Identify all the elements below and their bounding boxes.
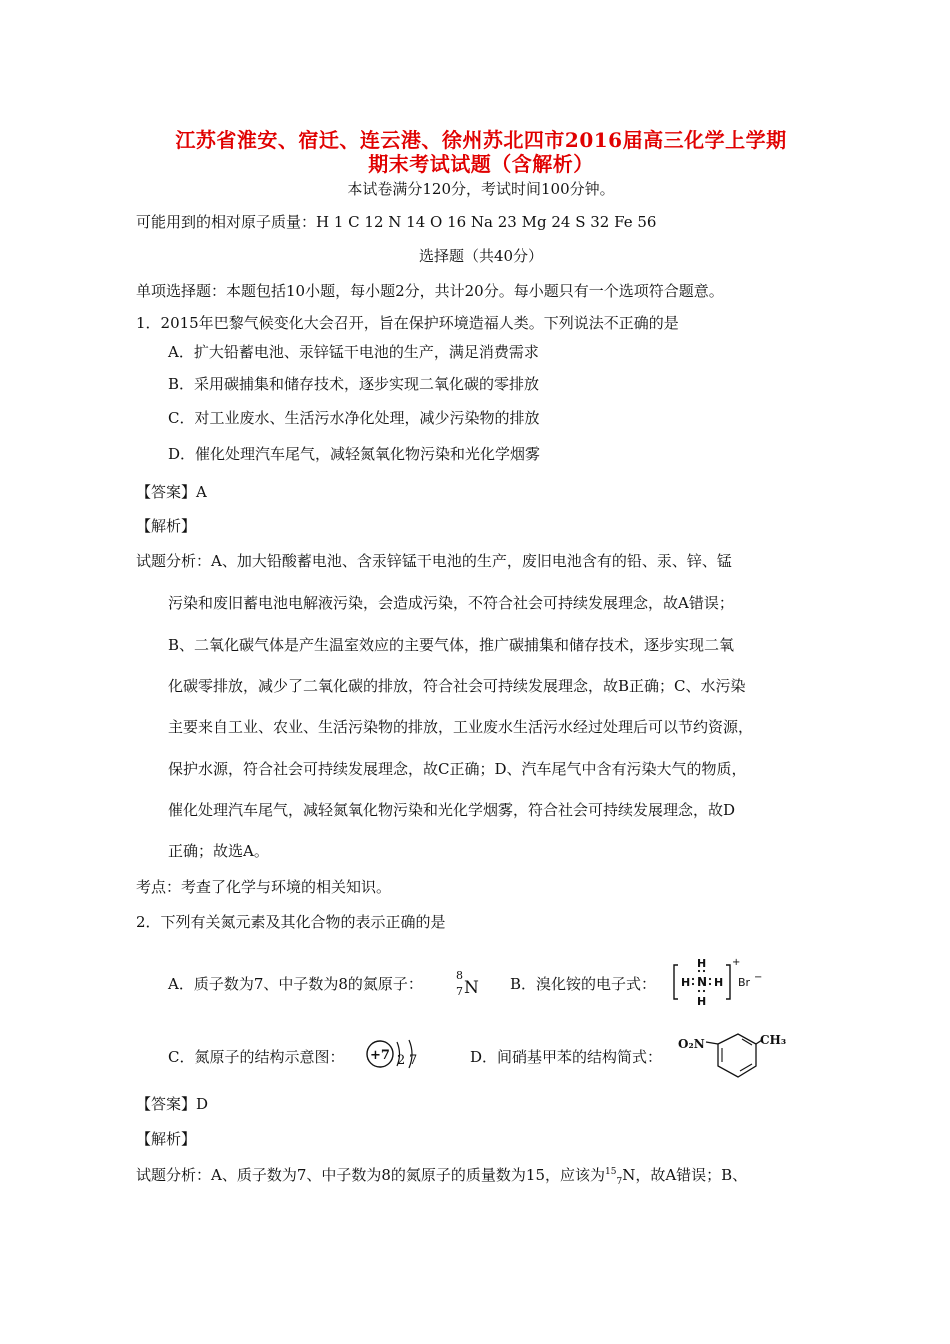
q2-analysis-line: [136, 1164, 747, 1187]
q1-analysis-label: 【解析】: [136, 517, 197, 535]
section-header: 选择题（共40分）: [418, 247, 544, 265]
q1-option-a: A．扩大铅蓄电池、汞锌锰干电池的生产，满足消费需求: [168, 343, 539, 361]
nitrogen-center: N: [697, 975, 708, 989]
left-bracket: [674, 965, 678, 999]
methyl-group-label: CH₃: [760, 1033, 787, 1047]
hydrogen-left: H: [681, 976, 691, 989]
q2-option-c: [168, 1046, 344, 1067]
nuclide-atomic-sub: 7: [616, 1177, 623, 1187]
q2-option-d: [470, 1046, 662, 1067]
nitro-bond: [706, 1042, 718, 1044]
single-choice-intro: 单项选择题：本题包括10小题，每小题2分，共计20分。每小题只有一个选项符合题意。: [136, 282, 724, 300]
nuclide-element-symbol: N: [464, 978, 479, 998]
nuclide-mass-sup: 15: [605, 1167, 617, 1177]
nuclide-symbol-n15: [452, 966, 482, 1000]
q2-answer: 【答案】D: [136, 1095, 209, 1113]
q2-option-b: [510, 973, 656, 994]
hydrogen-top: H: [697, 957, 707, 970]
q2-option-c-label: C．氮原子的结构示意图：: [168, 1048, 345, 1066]
atomic-masses: 可能用到的相对原子质量：H 1 C 12 N 14 O 16 Na 23 Mg 24 S 32 Fe 56: [136, 213, 657, 231]
title-line-1: 江苏省淮安、宿迁、连云港、徐州苏北四市2016届高三化学上学期: [175, 128, 787, 152]
q2-option-a: [168, 973, 423, 994]
q2-analysis-label: 【解析】: [136, 1130, 197, 1148]
right-bracket: [726, 965, 730, 999]
q2-option-b-label: B．溴化铵的电子式：: [510, 975, 657, 993]
q1-kaodian: 考点：考查了化学与环境的相关知识。: [136, 878, 392, 896]
q1-analysis-line: 催化处理汽车尾气，减轻氮氧化物污染和光化学烟雾，符合社会可持续发展理念，故D: [168, 801, 736, 819]
q1-analysis-line: 污染和废旧蓄电池电解液污染，会造成污染，不符合社会可持续发展理念，故A错误；: [168, 594, 734, 612]
q1-option-b: B．采用碳捕集和储存技术，逐步实现二氧化碳的零排放: [168, 375, 540, 393]
hydrogen-bottom: H: [697, 995, 707, 1008]
nuclide-mass-number: 8: [456, 969, 463, 982]
nuclide-atomic-number: 7: [456, 985, 463, 998]
exam-info: 本试卷满分120分，考试时间100分钟。: [347, 180, 615, 198]
q2-option-d-label: D．间硝基甲苯的结构简式：: [470, 1048, 663, 1066]
q1-option-d: D．催化处理汽车尾气，减轻氮氧化物污染和光化学烟雾: [168, 445, 541, 463]
q1-analysis-line: 主要来自工业、农业、生活污染物的排放，工业废水生活污水经过处理后可以节约资源，: [168, 718, 754, 736]
cation-charge: +: [732, 957, 741, 968]
q2-analysis-text: 试题分析：A、质子数为7、中子数为8的氮原子的质量数为15，应该为: [136, 1166, 606, 1184]
benzene-ring: [718, 1034, 756, 1077]
q2-analysis-text-end: N，故A错误；B、: [622, 1166, 748, 1184]
nitro-group-label: O₂N: [678, 1037, 705, 1051]
q1-analysis-line: B、二氧化碳气体是产生温室效应的主要气体，推广碳捕集和储存技术，逐步实现二氧: [168, 636, 735, 654]
q2-stem: 2．下列有关氮元素及其化合物的表示正确的是: [136, 913, 446, 931]
nucleus-charge: +7: [370, 1048, 390, 1063]
q1-stem: 1．2015年巴黎气候变化大会召开，旨在保护环境造福人类。下列说法不正确的是: [136, 314, 679, 332]
q1-analysis-line: 试题分析：A、加大铅酸蓄电池、含汞锌锰干电池的生产，废旧电池含有的铅、汞、锌、锰: [136, 552, 732, 570]
shell-2-electrons: 7: [409, 1053, 418, 1068]
m-nitrotoluene-structure: [676, 1024, 790, 1090]
hydrogen-right: H: [714, 976, 724, 989]
q1-option-c: C．对工业废水、生活污水净化处理，减少污染物的排放: [168, 409, 540, 427]
bromide-symbol: Br: [738, 976, 751, 989]
shell-1-electrons: 2: [397, 1053, 406, 1068]
ammonium-bromide-electron-formula: [670, 953, 770, 1009]
q2-option-a-label: A．质子数为7、中子数为8的氮原子：: [168, 975, 423, 993]
q1-answer: 【答案】A: [136, 483, 207, 501]
q1-analysis-line: 保护水源，符合社会可持续发展理念，故C正确；D、汽车尾气中含有污染大气的物质，: [168, 760, 747, 778]
q1-analysis-line: 正确；故选A。: [168, 842, 269, 860]
title-line-2: 期末考试试题（含解析）: [368, 152, 594, 176]
nitrogen-atomic-structure-diagram: [364, 1030, 424, 1080]
q1-analysis-line: 化碳零排放，减少了二氧化碳的排放，符合社会可持续发展理念，故B正确；C、水污染: [168, 677, 746, 695]
anion-charge: −: [754, 972, 763, 983]
